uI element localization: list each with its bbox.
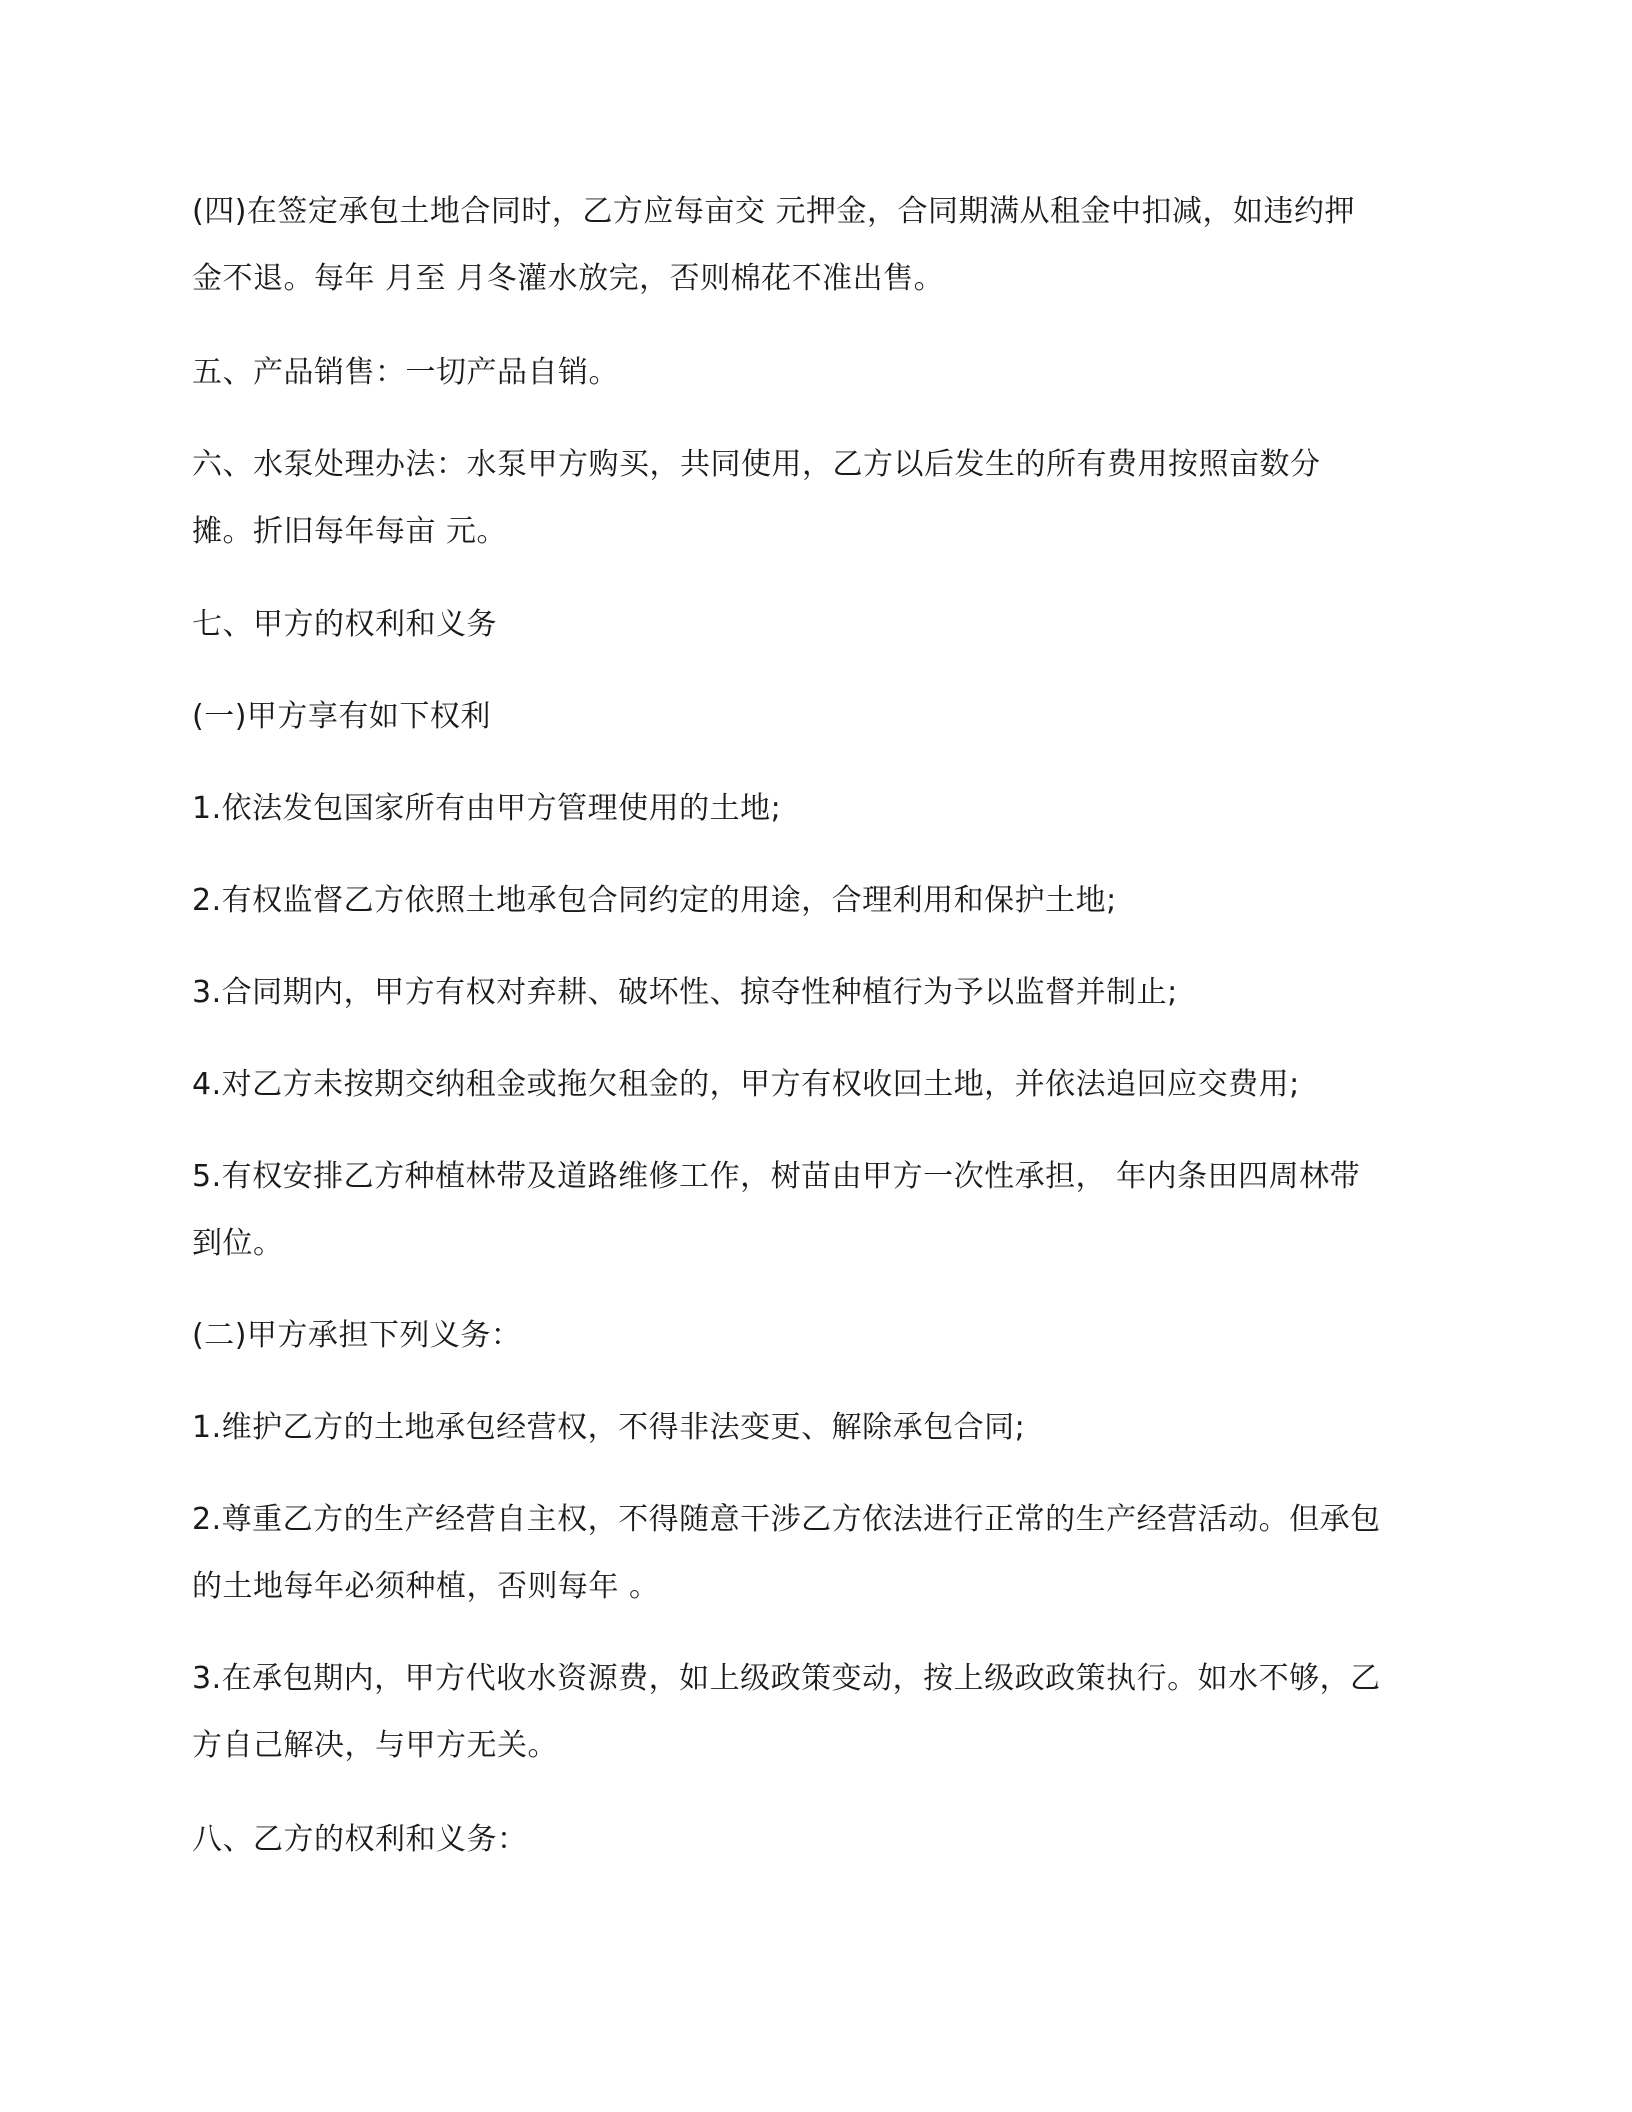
text-line: (四)在签定承包土地合同时，乙方应每亩交 元押金，合同期满从租金中扣减，如违约押 <box>192 194 1355 229</box>
text-line: 1.依法发包国家所有由甲方管理使用的土地; <box>192 791 782 826</box>
text-line: (二)甲方承担下列义务： <box>192 1318 522 1353</box>
subheading-party-a-rights <box>192 683 1452 750</box>
section-heading-party-b <box>192 1806 1452 1873</box>
text-line: 八、乙方的权利和义务： <box>192 1822 528 1857</box>
text-line: 1.维护乙方的土地承包经营权，不得非法变更、解除承包合同; <box>192 1410 1026 1445</box>
text-line: 五、产品销售：一切产品自销。 <box>192 355 619 390</box>
text-line: 金不退。每年 月至 月冬灌水放完，否则棉花不准出售。 <box>192 261 945 296</box>
text-line: 4.对乙方未按期交纳租金或拖欠租金的，甲方有权收回土地，并依法追回应交费用; <box>192 1067 1300 1102</box>
text-line: 七、甲方的权利和义务 <box>192 607 497 642</box>
text-line: 2.有权监督乙方依照土地承包合同约定的用途，合理利用和保护土地; <box>192 883 1117 918</box>
text-line: 摊。折旧每年每亩 元。 <box>192 514 508 549</box>
list-item <box>192 1486 1452 1620</box>
text-line: (一)甲方享有如下权利 <box>192 699 491 734</box>
text-line: 2.尊重乙方的生产经营自主权，不得随意干涉乙方依法进行正常的生产经营活动。但承包 <box>192 1502 1381 1537</box>
text-line: 的土地每年必须种植，否则每年 。 <box>192 1569 660 1604</box>
paragraph-deposit <box>192 178 1452 312</box>
paragraph-water-pump <box>192 431 1452 565</box>
paragraph-product-sales <box>192 339 1452 406</box>
text-line: 六、水泵处理办法：水泵甲方购买，共同使用，乙方以后发生的所有费用按照亩数分 <box>192 447 1321 482</box>
text-line: 3.在承包期内，甲方代收水资源费，如上级政策变动，按上级政政策执行。如水不够，乙 <box>192 1661 1381 1696</box>
section-heading-party-a <box>192 591 1452 658</box>
list-item <box>192 1051 1452 1118</box>
list-item <box>192 959 1452 1026</box>
list-item <box>192 867 1452 934</box>
list-item <box>192 1143 1452 1277</box>
text-line: 到位。 <box>192 1226 284 1261</box>
list-item <box>192 1645 1452 1779</box>
list-item <box>192 1394 1452 1461</box>
text-line: 3.合同期内，甲方有权对弃耕、破坏性、掠夺性种植行为予以监督并制止; <box>192 975 1178 1010</box>
subheading-party-a-obligations <box>192 1302 1452 1369</box>
text-line: 5.有权安排乙方种植林带及道路维修工作，树苗由甲方一次性承担， 年内条田四周林带 <box>192 1159 1361 1194</box>
list-item <box>192 775 1452 842</box>
text-line: 方自己解决，与甲方无关。 <box>192 1728 558 1763</box>
